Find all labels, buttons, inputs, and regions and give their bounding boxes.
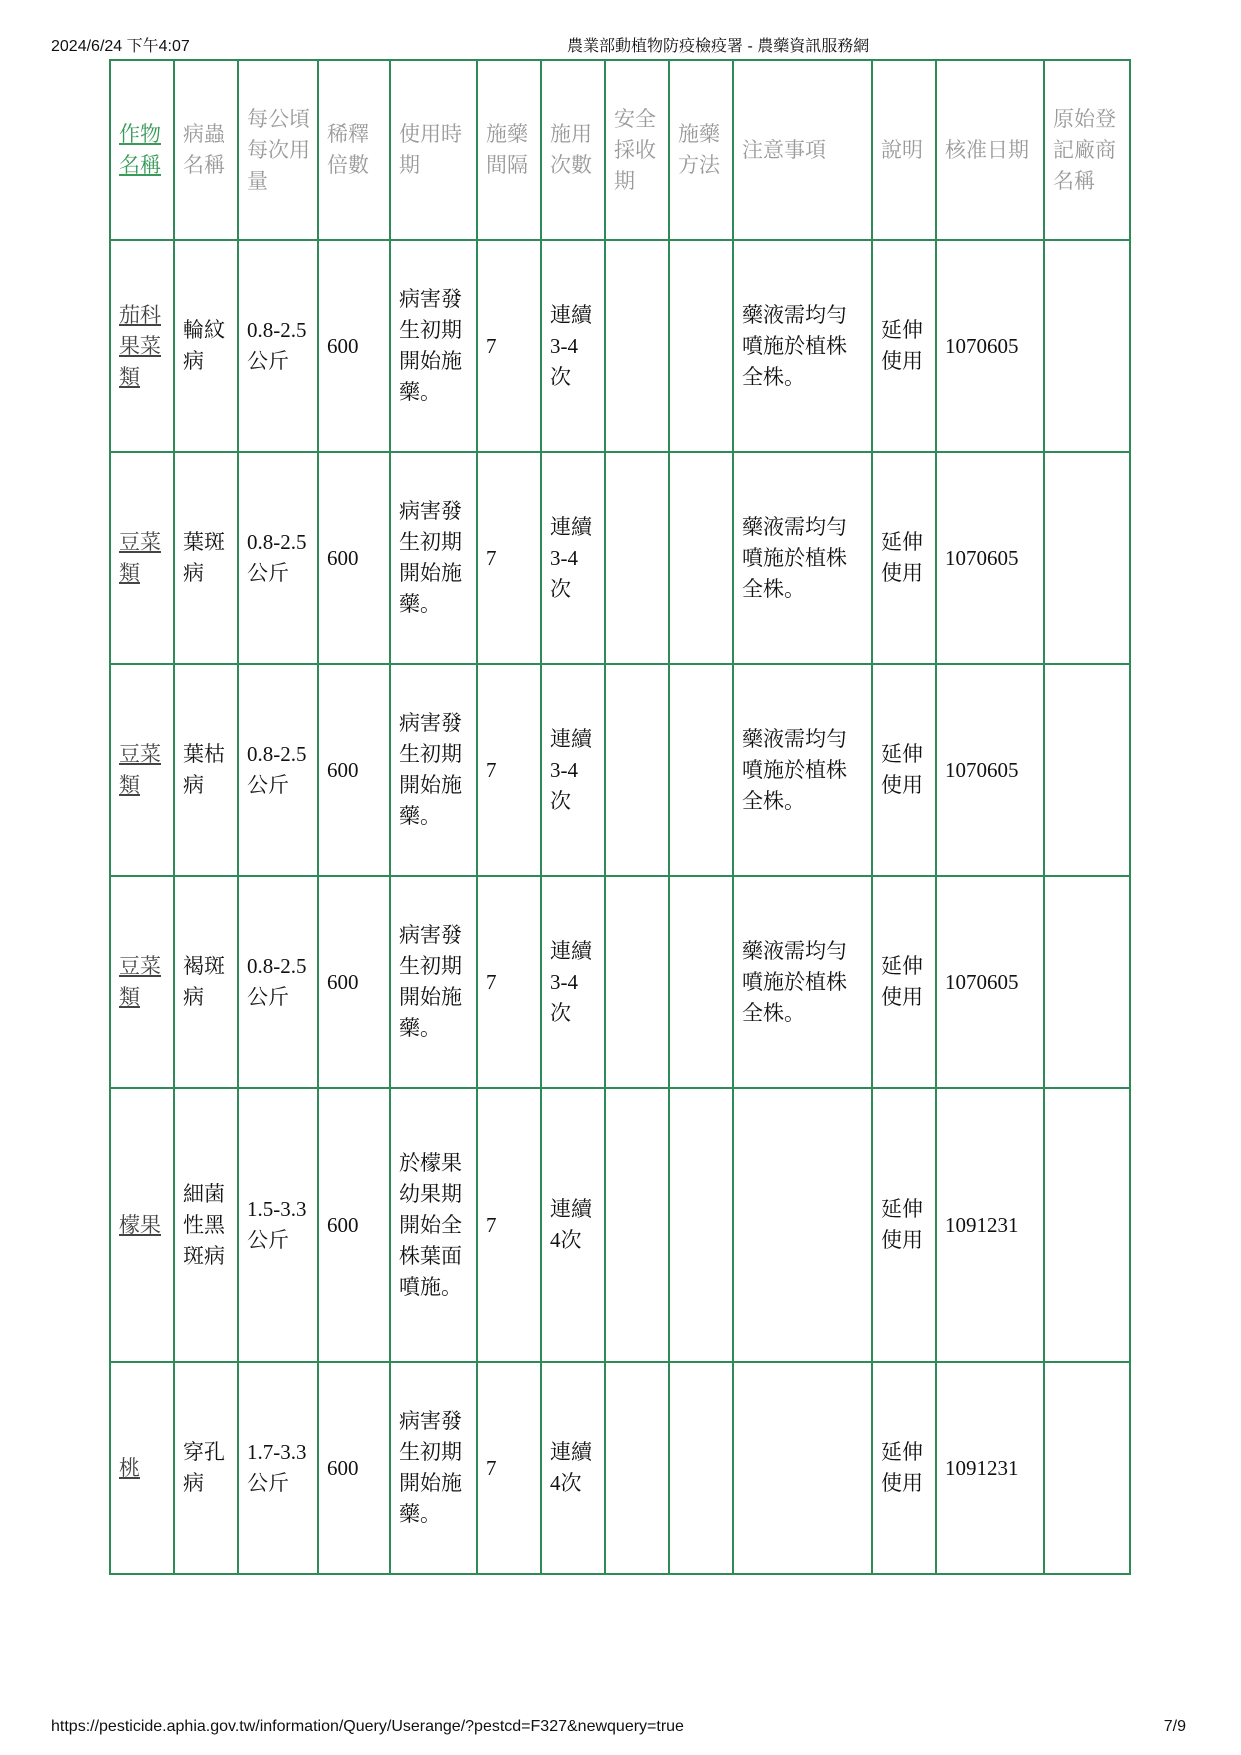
dilution-cell: 600 [318,452,390,664]
dilution-cell: 600 [318,664,390,876]
timing-cell: 病害發生初期開始施藥。 [390,664,477,876]
method-cell [669,1088,733,1362]
interval-cell: 7 [477,1362,541,1574]
times-cell: 連續4次 [541,1362,605,1574]
crop-link[interactable]: 豆菜類 [119,954,161,1009]
harvest-interval-cell [605,452,669,664]
notes-cell: 藥液需均勻噴施於植株全株。 [733,876,872,1088]
notes-cell [733,1088,872,1362]
method-cell [669,452,733,664]
remark-cell: 延伸使用 [872,240,936,452]
pest-cell: 葉斑病 [174,452,238,664]
remark-cell: 延伸使用 [872,1362,936,1574]
times-cell: 連續4次 [541,1088,605,1362]
dosage-cell: 0.8-2.5公斤 [238,876,318,1088]
crop-link[interactable]: 檬果 [119,1212,161,1237]
approval-date-cell: 1070605 [936,876,1044,1088]
method-cell [669,1362,733,1574]
pest-cell: 葉枯病 [174,664,238,876]
registrant-cell [1044,240,1130,452]
print-footer [51,1718,1190,1740]
dilution-cell: 600 [318,876,390,1088]
dilution-cell: 600 [318,240,390,452]
header-timing: 使用時期 [390,60,477,240]
timing-cell: 於檬果幼果期開始全株葉面噴施。 [390,1088,477,1362]
dilution-cell: 600 [318,1088,390,1362]
crop-link[interactable]: 豆菜類 [119,742,161,797]
table-row [110,1362,1130,1574]
crop-link[interactable]: 茄科果菜類 [119,302,161,389]
table-row [110,1088,1130,1362]
print-datetime: 2024/6/24 下午4:07 [51,38,190,55]
remark-cell: 延伸使用 [872,1088,936,1362]
registrant-cell [1044,1088,1130,1362]
timing-cell: 病害發生初期開始施藥。 [390,1362,477,1574]
registrant-cell [1044,664,1130,876]
remark-cell: 延伸使用 [872,876,936,1088]
dosage-cell: 0.8-2.5公斤 [238,452,318,664]
pest-cell: 細菌性黑斑病 [174,1088,238,1362]
approval-date-cell: 1070605 [936,452,1044,664]
registrant-cell [1044,876,1130,1088]
table-row [110,664,1130,876]
header-remark: 說明 [872,60,936,240]
header-times: 施用次數 [541,60,605,240]
print-header [51,33,1190,55]
interval-cell: 7 [477,240,541,452]
dosage-cell: 1.5-3.3公斤 [238,1088,318,1362]
harvest-interval-cell [605,1088,669,1362]
table-header-row [110,60,1130,240]
times-cell: 連續3-4次 [541,452,605,664]
registrant-cell [1044,1362,1130,1574]
interval-cell: 7 [477,876,541,1088]
harvest-interval-cell [605,240,669,452]
dilution-cell: 600 [318,1362,390,1574]
timing-cell: 病害發生初期開始施藥。 [390,452,477,664]
harvest-interval-cell [605,876,669,1088]
remark-cell: 延伸使用 [872,664,936,876]
approval-date-cell: 1070605 [936,664,1044,876]
approval-date-cell: 1070605 [936,240,1044,452]
pest-cell: 穿孔病 [174,1362,238,1574]
header-interval: 施藥間隔 [477,60,541,240]
print-url: https://pesticide.aphia.gov.tw/information/Query/Userange/?pestcd=F327&newquery=true [51,1718,684,1735]
notes-cell: 藥液需均勻噴施於植株全株。 [733,240,872,452]
approval-date-cell: 1091231 [936,1362,1044,1574]
print-page-title: 農業部動植物防疫檢疫署 - 農藥資訊服務網 [567,38,870,55]
times-cell: 連續3-4次 [541,240,605,452]
pesticide-usage-table [109,59,1131,1575]
pest-cell: 輪紋病 [174,240,238,452]
notes-cell [733,1362,872,1574]
times-cell: 連續3-4次 [541,876,605,1088]
notes-cell: 藥液需均勻噴施於植株全株。 [733,664,872,876]
header-dosage: 每公頃每次用量 [238,60,318,240]
method-cell [669,240,733,452]
method-cell [669,876,733,1088]
registrant-cell [1044,452,1130,664]
header-crop-name[interactable]: 作物名稱 [110,60,174,240]
dosage-cell: 0.8-2.5公斤 [238,664,318,876]
dosage-cell: 1.7-3.3公斤 [238,1362,318,1574]
interval-cell: 7 [477,664,541,876]
header-pest-name: 病蟲名稱 [174,60,238,240]
header-notes: 注意事項 [733,60,872,240]
timing-cell: 病害發生初期開始施藥。 [390,240,477,452]
pest-cell: 褐斑病 [174,876,238,1088]
timing-cell: 病害發生初期開始施藥。 [390,876,477,1088]
notes-cell: 藥液需均勻噴施於植株全株。 [733,452,872,664]
header-approval-date: 核准日期 [936,60,1044,240]
print-page-number: 7/9 [1163,1718,1186,1735]
table-row [110,876,1130,1088]
table-row [110,452,1130,664]
method-cell [669,664,733,876]
header-registrant: 原始登記廠商名稱 [1044,60,1130,240]
dosage-cell: 0.8-2.5公斤 [238,240,318,452]
remark-cell: 延伸使用 [872,452,936,664]
header-dilution: 稀釋倍數 [318,60,390,240]
crop-link[interactable]: 桃 [119,1455,140,1480]
header-harvest-interval: 安全採收期 [605,60,669,240]
times-cell: 連續3-4次 [541,664,605,876]
interval-cell: 7 [477,1088,541,1362]
approval-date-cell: 1091231 [936,1088,1044,1362]
header-method: 施藥方法 [669,60,733,240]
crop-link[interactable]: 豆菜類 [119,530,161,585]
harvest-interval-cell [605,1362,669,1574]
harvest-interval-cell [605,664,669,876]
table-row [110,240,1130,452]
interval-cell: 7 [477,452,541,664]
